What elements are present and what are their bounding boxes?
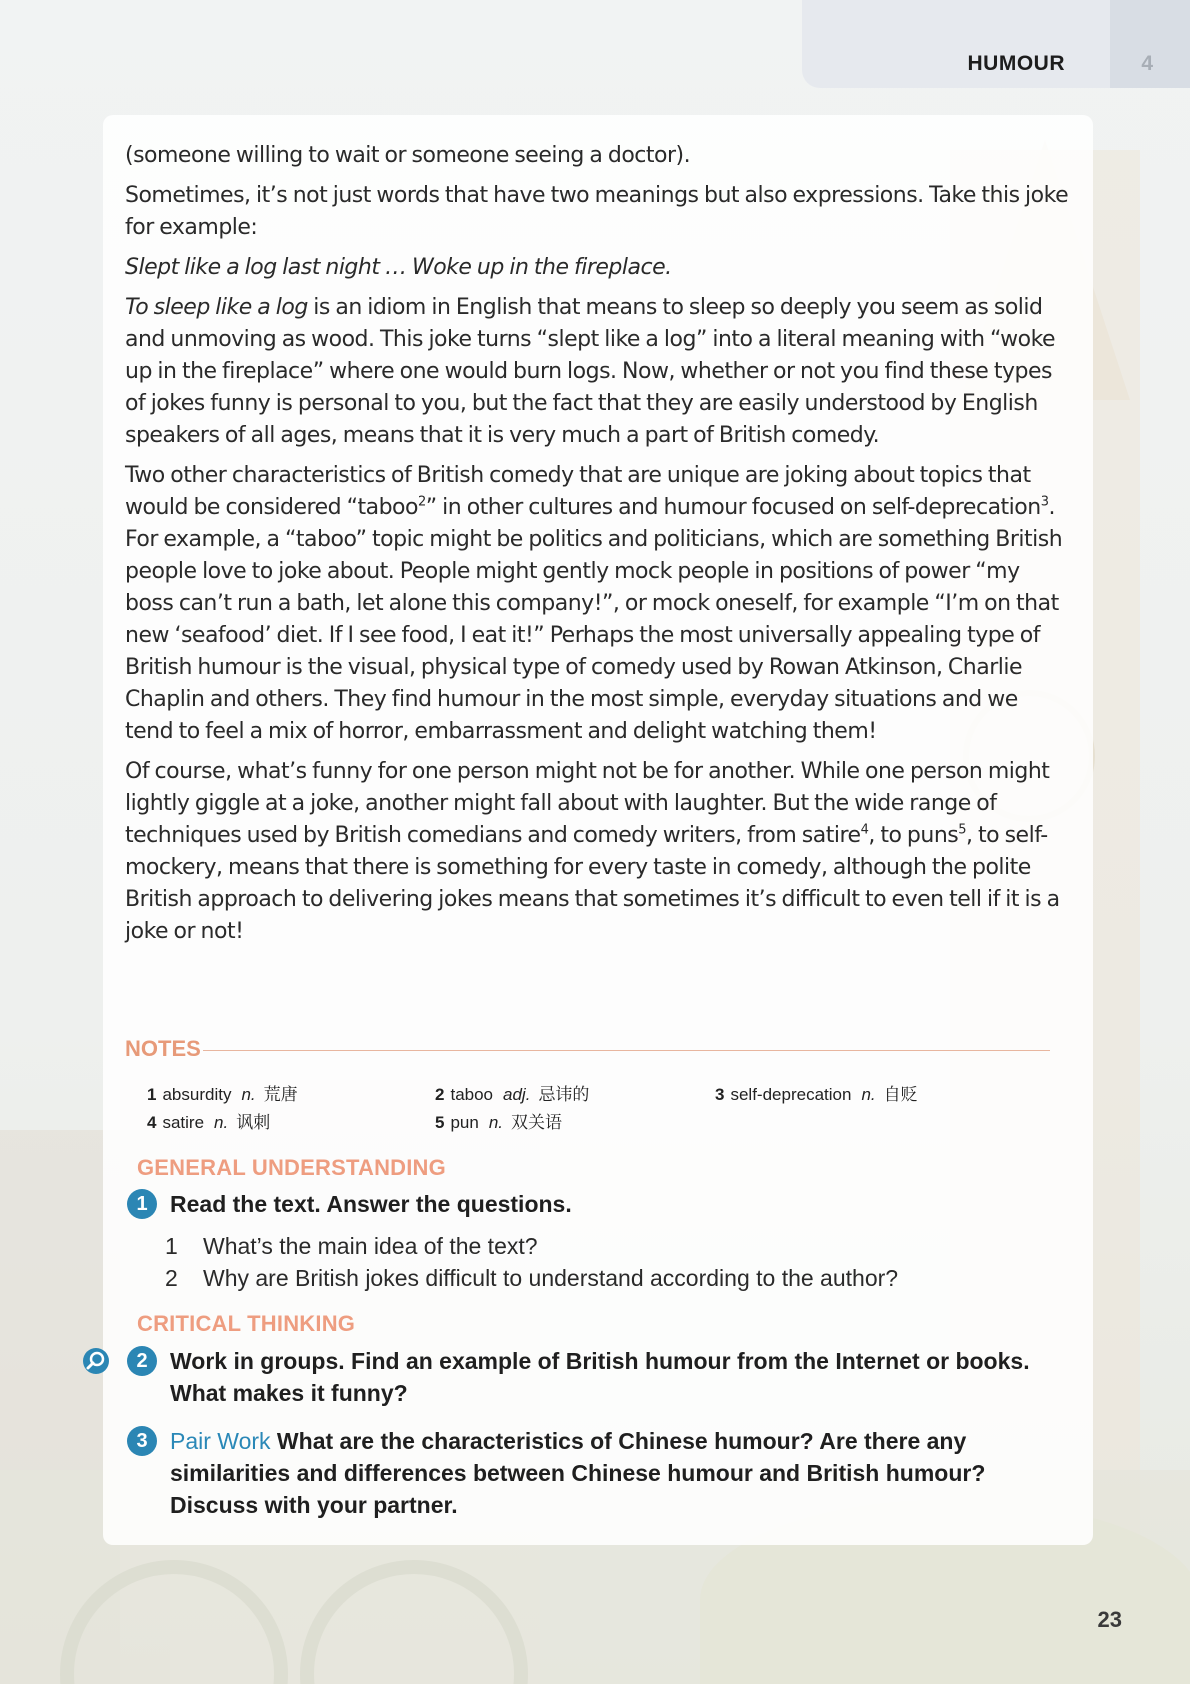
note-item: 3 self-deprecation n. 自贬 (715, 1085, 918, 1104)
divider (203, 1050, 1050, 1051)
search-icon[interactable] (82, 1347, 110, 1375)
note-item: 5 pun n. 双关语 (435, 1113, 563, 1132)
notes-label: NOTES (125, 1036, 201, 1061)
example-joke: Slept like a log last night … Woke up in the fireplace. (125, 255, 672, 280)
footnote-ref: 2 (417, 494, 426, 510)
note-item: 4 satire n. 讽刺 (147, 1113, 271, 1132)
notes-header (125, 1036, 925, 1064)
paragraph: To sleep like a log is an idiom in English that means to sleep so deeply you seem as solid and unmoving as wood. This joke turns “slept like a log” into a literal meaning with “woke up in the fireplace” where one would burn logs. Now, whether or not you find these types of jokes funny is personal to you, but the fact that they are easily understood by English speakers of all ages, means that it is very much a part of British comedy. (125, 295, 1056, 448)
reading-text (125, 140, 1070, 956)
exercise-instruction: Pair Work What are the characteristics of Chinese humour? Are there any similarities and differences between Chinese humour and British humour? Discuss with your partner. (170, 1428, 986, 1518)
note-item: 2 taboo adj. 忌讳的 (435, 1085, 590, 1104)
exercise-number: 2 (127, 1346, 157, 1376)
section-title: HUMOUR (967, 52, 1065, 75)
exercise-instruction: Read the text. Answer the questions. (170, 1191, 572, 1217)
question-item: 2 Why are British jokes difficult to understand according to the author? (165, 1265, 899, 1291)
paragraph: (someone willing to wait or someone seeing a doctor). (125, 143, 691, 168)
paragraph: Sometimes, it’s not just words that have two meanings but also expressions. Take this joke for example: (125, 183, 1069, 240)
footnote-ref: 3 (1040, 494, 1049, 510)
general-understanding-heading: GENERAL UNDERSTANDING (137, 1155, 446, 1180)
footnote-ref: 5 (958, 822, 967, 838)
exercise-number: 1 (127, 1189, 157, 1219)
note-item: 1 absurdity n. 荒唐 (147, 1085, 298, 1104)
footnote-ref: 4 (860, 822, 869, 838)
chapter-number: 4 (1141, 52, 1153, 75)
paragraph: Of course, what’s funny for one person might not be for another. While one person might lightly giggle at a joke, another might fall about with laughter. But the wide range of techniques used by British comedians and comedy writers, from satire$^4$, to puns$^5$, to self-mockery, means that there is something for every taste in comedy, although the polite British approach to delivering jokes means that sometimes it’s difficult to even tell if it is a joke or not! (125, 759, 1060, 944)
exercise-number: 3 (127, 1426, 157, 1456)
critical-thinking-heading: CRITICAL THINKING (137, 1311, 356, 1336)
paragraph: Two other characteristics of British comedy that are unique are joking about topics that would be considered “taboo$^2$” in other cultures and humour focused on self-deprecation$^3$. For example, a “taboo” topic might be politics and politicians, which are something British people love to joke about. People might gently mock people in positions of power “my boss can’t run a bath, let alone this company!”, or mock oneself, for example “I’m on that new ‘seafood’ diet. If I see food, I eat it!” Perhaps the most universally appealing type of British humour is the visual, physical type of comedy used by Rowan Atkinson, Charlie Chaplin and others. They find humour in the most simple, everyday situations and we tend to feel a mix of horror, embarrassment and delight watching them! (125, 463, 1063, 744)
page-number: 23 (1097, 1607, 1122, 1632)
question-item: 1 What’s the main idea of the text? (165, 1233, 538, 1259)
pair-work-label: Pair Work (170, 1428, 271, 1454)
idiom: To sleep like a log (125, 295, 308, 320)
exercise-instruction: Work in groups. Find an example of British humour from the Internet or books. What makes it funny? (170, 1348, 1030, 1406)
